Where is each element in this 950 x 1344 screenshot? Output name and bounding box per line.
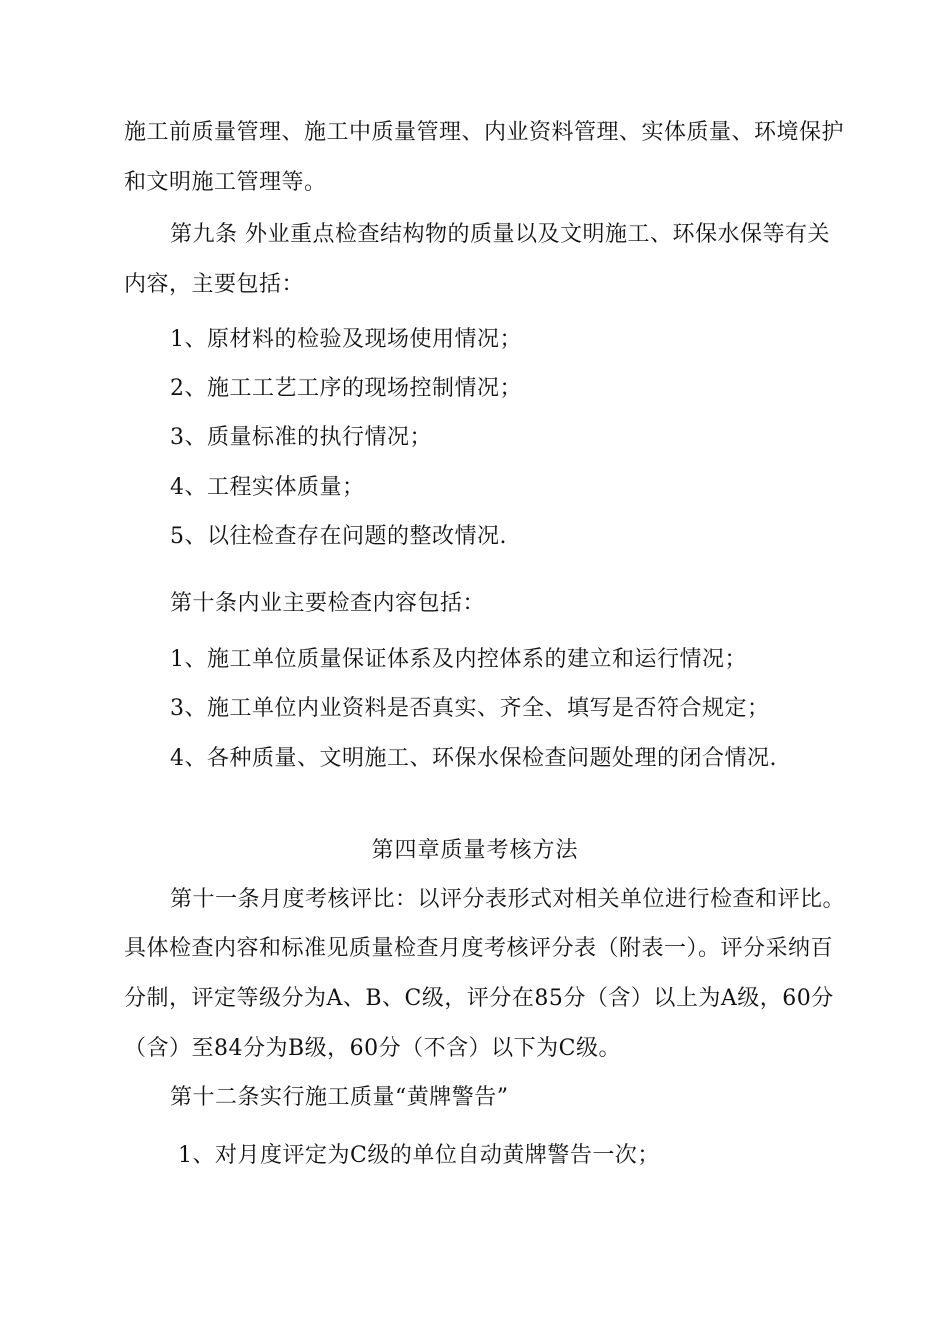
list-item: 1、对月度评定为C级的单位自动黄牌警告一次；	[178, 1143, 660, 1168]
paragraph-line: 内容，主要包括：	[124, 272, 305, 297]
list-item: 3、质量标准的执行情况；	[170, 425, 432, 450]
article-10-heading: 第十条内业主要检查内容包括：	[170, 591, 486, 616]
paragraph-line: 具体检查内容和标准见质量检查月度考核评分表（附表一）。评分采纳百	[124, 936, 834, 961]
chapter-title: 第四章质量考核方法	[371, 838, 579, 863]
paragraph-line: （含）至84分为B级，60分（不含）以下为C级。	[124, 1036, 621, 1061]
list-item: 4、工程实体质量；	[170, 475, 365, 500]
article-12-heading: 第十二条实行施工质量“黄牌警告”	[170, 1085, 509, 1110]
article-9-heading: 第九条 外业重点检查结构物的质量以及文明施工、环保水保等有关	[170, 222, 830, 247]
list-item: 2、施工工艺工序的现场控制情况；	[170, 376, 522, 401]
list-item: 3、施工单位内业资料是否真实、齐全、填写是否符合规定；	[170, 696, 770, 721]
list-item: 5、以往检查存在问题的整改情况.	[170, 524, 507, 549]
paragraph-line: 施工前质量管理、施工中质量管理、内业资料管理、实体质量、环境保护	[124, 120, 845, 145]
article-11-heading: 第十一条月度考核评比：以评分表形式对相关单位进行检查和评比。	[170, 887, 846, 912]
paragraph-line: 分制，评定等级分为A、B、C级，评分在85分（含）以上为A级，60分	[124, 986, 834, 1011]
paragraph-line: 和文明施工管理等。	[124, 170, 327, 195]
list-item: 4、各种质量、文明施工、环保水保检查问题处理的闭合情况.	[170, 746, 777, 771]
list-item: 1、施工单位质量保证体系及内控体系的建立和运行情况；	[170, 647, 747, 672]
list-item: 1、原材料的检验及现场使用情况；	[170, 327, 522, 352]
